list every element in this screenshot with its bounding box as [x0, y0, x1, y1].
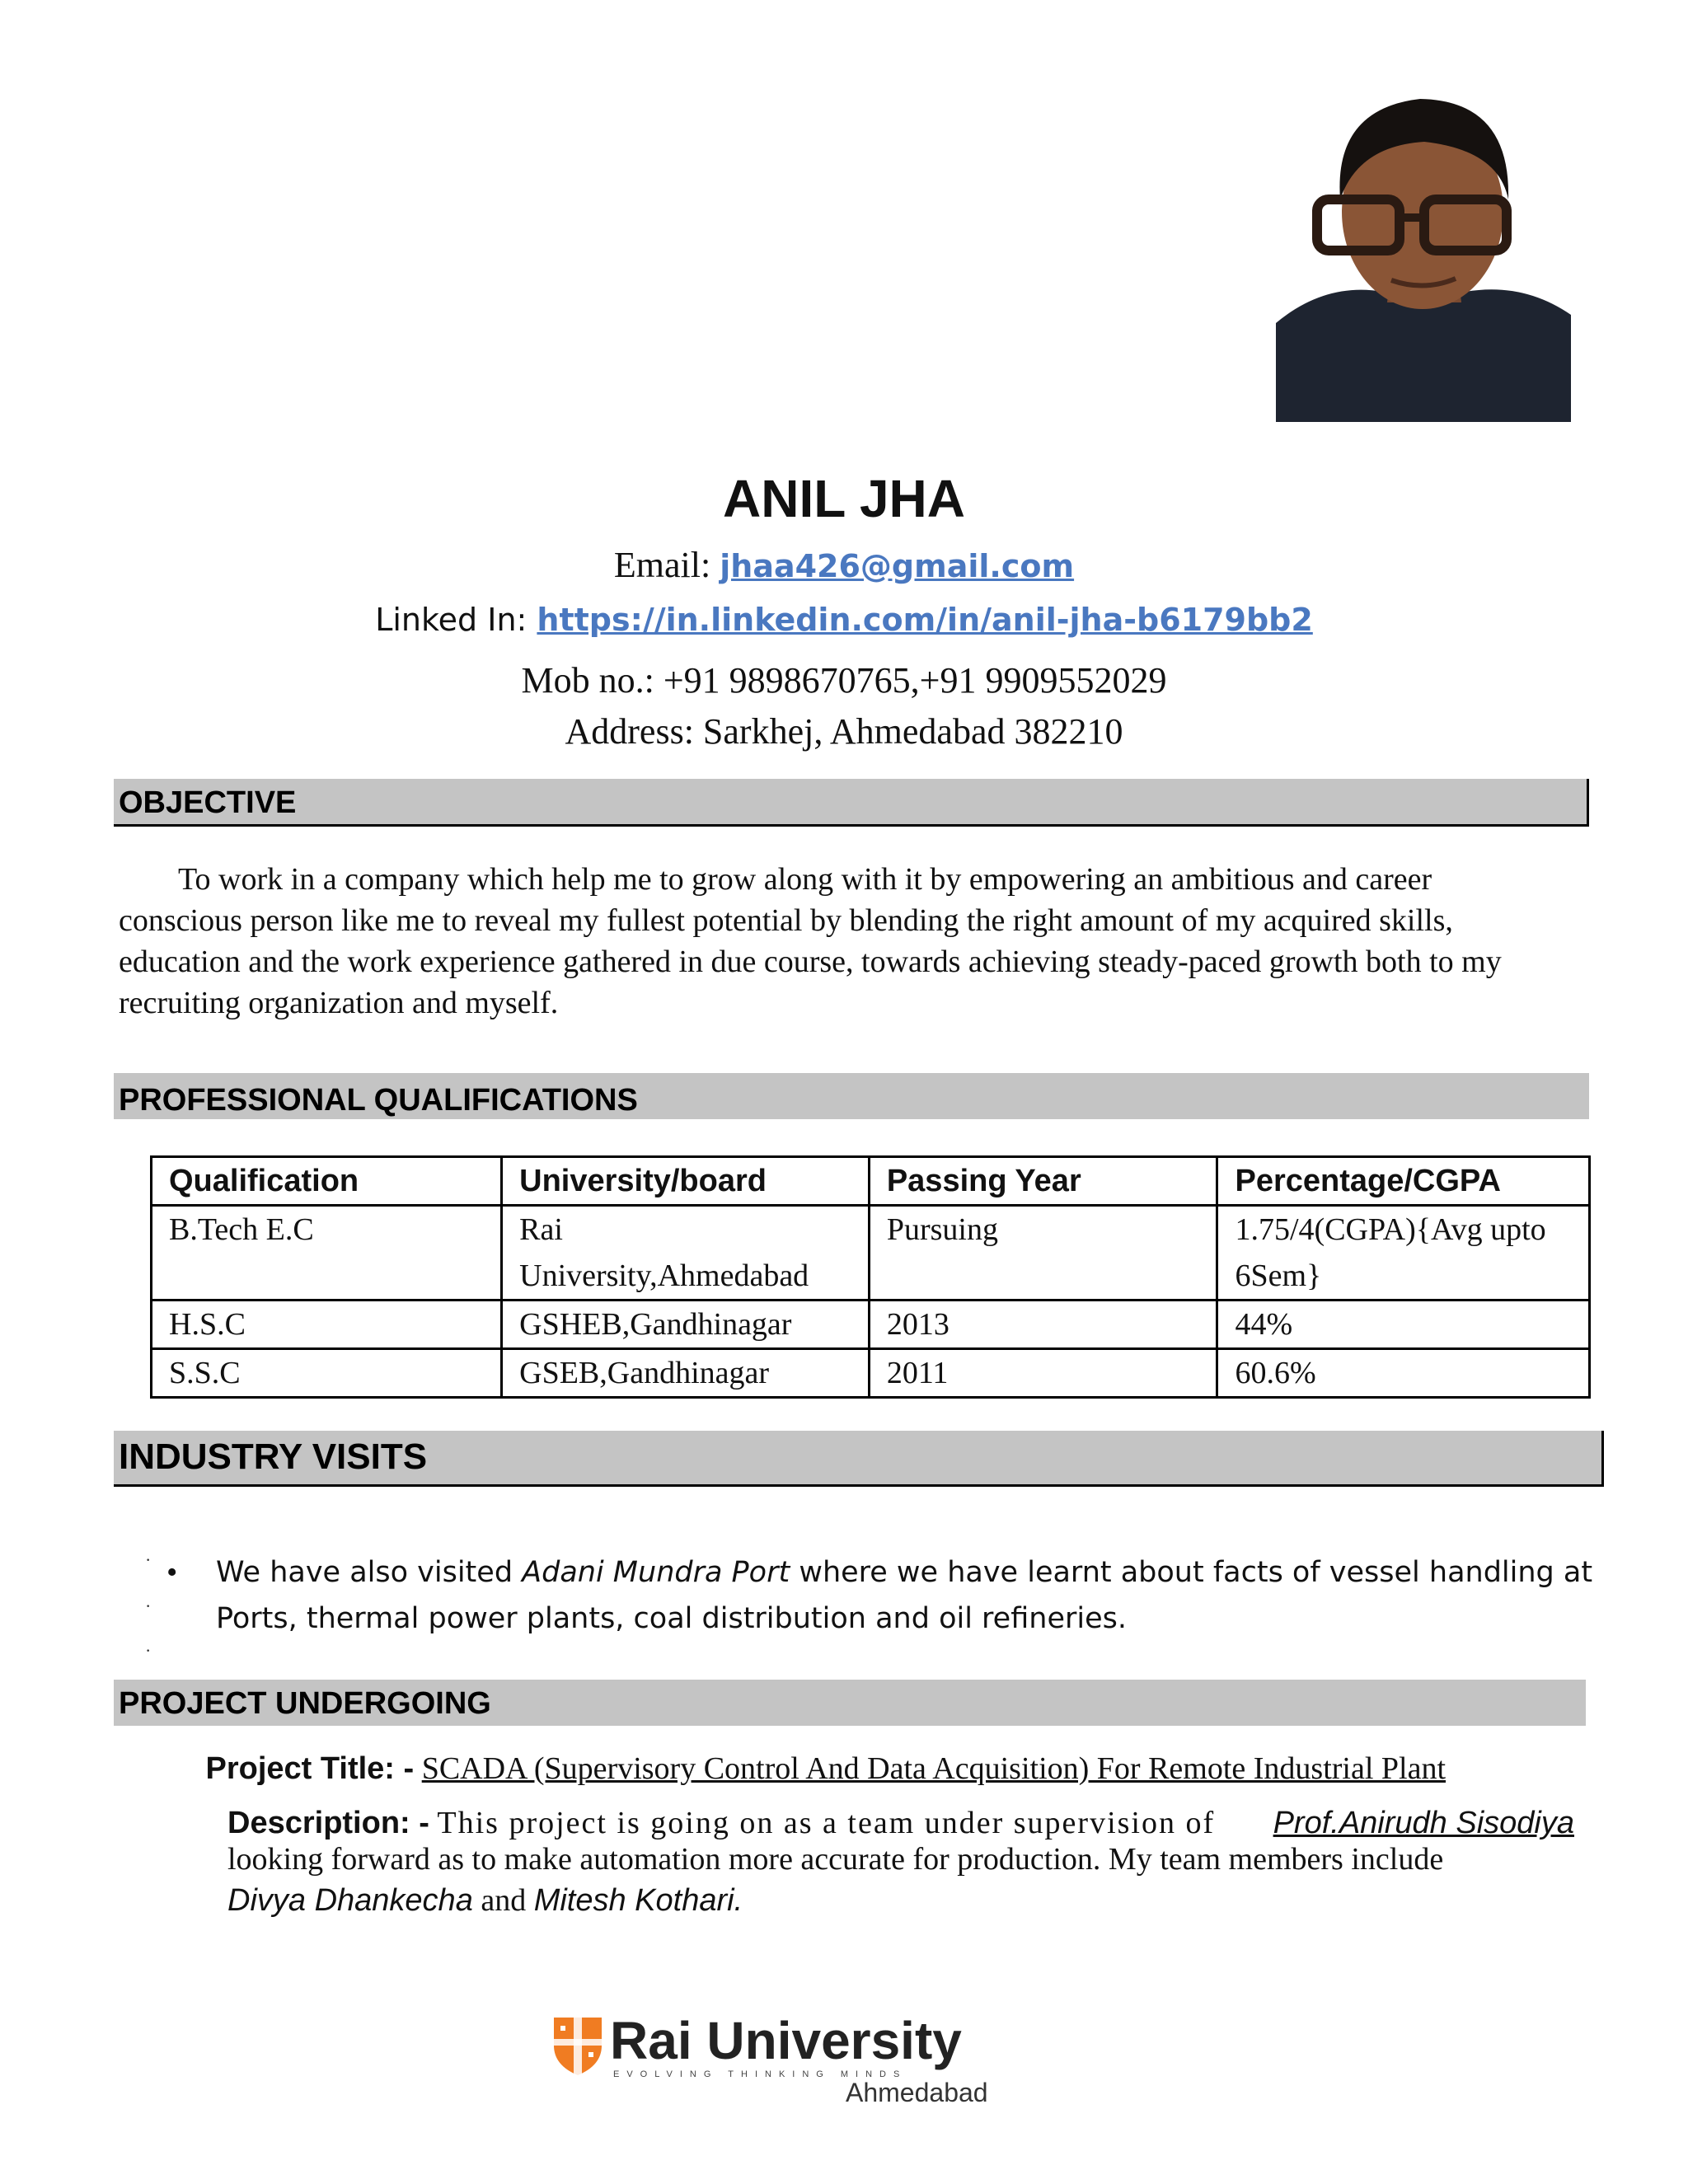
project-description-row	[173, 1805, 1591, 1919]
visit-text-pre: We have also visited	[216, 1556, 523, 1589]
and-text: and	[481, 1883, 527, 1918]
table-cell: Rai University,Ahmedabad	[502, 1206, 870, 1301]
description-label: Description: -	[227, 1806, 429, 1840]
table-cell: GSEB,Gandhinagar	[502, 1349, 870, 1398]
objective-text: To work in a company which help me to grow along with it by empowering an ambitious and career conscious person like me to reveal my fullest potential by blending the right amount of my acquired skills, education and the work experience gathered in due course, towards achieving steady-paced growth both to my recruiting organization and myself.	[119, 862, 1502, 1020]
column-header: Qualification	[152, 1157, 502, 1206]
checkbox-icon	[173, 1805, 227, 1919]
description-continued: looking forward as to make automation more accurate for production. My team members include	[227, 1842, 1444, 1877]
decorative-dot: ·	[145, 1596, 152, 1616]
decorative-dot: ·	[145, 1549, 152, 1570]
objective-heading: OBJECTIVE	[114, 779, 1589, 827]
industry-visits-heading: INDUSTRY VISITS	[114, 1431, 1604, 1487]
visit-text-post: where we have learnt about facts of vessel handling at Ports, thermal power plants, coal distribution and oil refineries.	[216, 1556, 1593, 1635]
table-header-row	[152, 1157, 1590, 1206]
email-label: Email:	[613, 545, 711, 585]
email-line	[0, 544, 1688, 586]
table-row	[152, 1206, 1590, 1301]
bullet-icon: •	[166, 1555, 178, 1590]
logo-tagline: EVOLVING THINKING MINDS	[613, 2069, 907, 2079]
address: Address: Sarkhej, Ahmedabad 382210	[565, 711, 1123, 752]
profile-photo	[1276, 76, 1571, 422]
project-title: SCADA (Supervisory Control And Data Acquisition) For Remote Industrial Plant	[421, 1751, 1447, 1786]
project-title-row	[173, 1750, 1591, 1787]
column-header: Percentage/CGPA	[1217, 1157, 1590, 1206]
table-cell: 1.75/4(CGPA){Avg upto 6Sem}	[1217, 1206, 1590, 1301]
linkedin-label: Linked In:	[375, 602, 528, 638]
logo-city: Ahmedabad	[846, 2078, 988, 2107]
linkedin-line	[0, 602, 1688, 638]
shield-icon	[554, 2018, 602, 2075]
qualifications-heading: PROFESSIONAL QUALIFICATIONS	[114, 1073, 1589, 1119]
table-cell: 44%	[1217, 1301, 1590, 1349]
visit-place: Adani Mundra Port	[522, 1556, 790, 1589]
candidate-name: ANIL JHA	[723, 469, 965, 528]
project-title-label: Project Title: -	[205, 1751, 415, 1786]
table-cell: H.S.C	[152, 1301, 502, 1349]
table-row	[152, 1349, 1590, 1398]
mobile-number: Mob no.: +91 9898670765,+91 9909552029	[521, 660, 1167, 701]
column-header: Passing Year	[869, 1157, 1217, 1206]
column-header: University/board	[502, 1157, 870, 1206]
qualifications-table	[150, 1155, 1591, 1399]
project-heading: PROJECT UNDERGOING	[114, 1680, 1586, 1726]
email-link[interactable]: jhaa426@gmail.com	[720, 548, 1075, 584]
decorative-dot: ·	[145, 1640, 152, 1661]
table-cell: B.Tech E.C	[152, 1206, 502, 1301]
table-cell: 2011	[869, 1349, 1217, 1398]
table-row	[152, 1301, 1590, 1349]
industry-visit-item	[216, 1549, 1601, 1642]
rai-university-logo	[551, 2008, 1017, 2107]
team-member: Divya Dhankecha	[227, 1883, 473, 1918]
table-cell: 2013	[869, 1301, 1217, 1349]
table-cell: 60.6%	[1217, 1349, 1590, 1398]
logo-name: Rai University	[610, 2011, 962, 2070]
team-member: Mitesh Kothari.	[533, 1883, 743, 1918]
description-text: This project is going on as a team under supervision of	[437, 1806, 1216, 1840]
table-cell: Pursuing	[869, 1206, 1217, 1301]
table-cell: S.S.C	[152, 1349, 502, 1398]
linkedin-link[interactable]: https://in.linkedin.com/in/anil-jha-b6179bb2	[537, 602, 1313, 638]
table-cell: GSHEB,Gandhinagar	[502, 1301, 870, 1349]
supervisor-name: Prof.Anirudh Sisodiya	[1273, 1806, 1574, 1840]
